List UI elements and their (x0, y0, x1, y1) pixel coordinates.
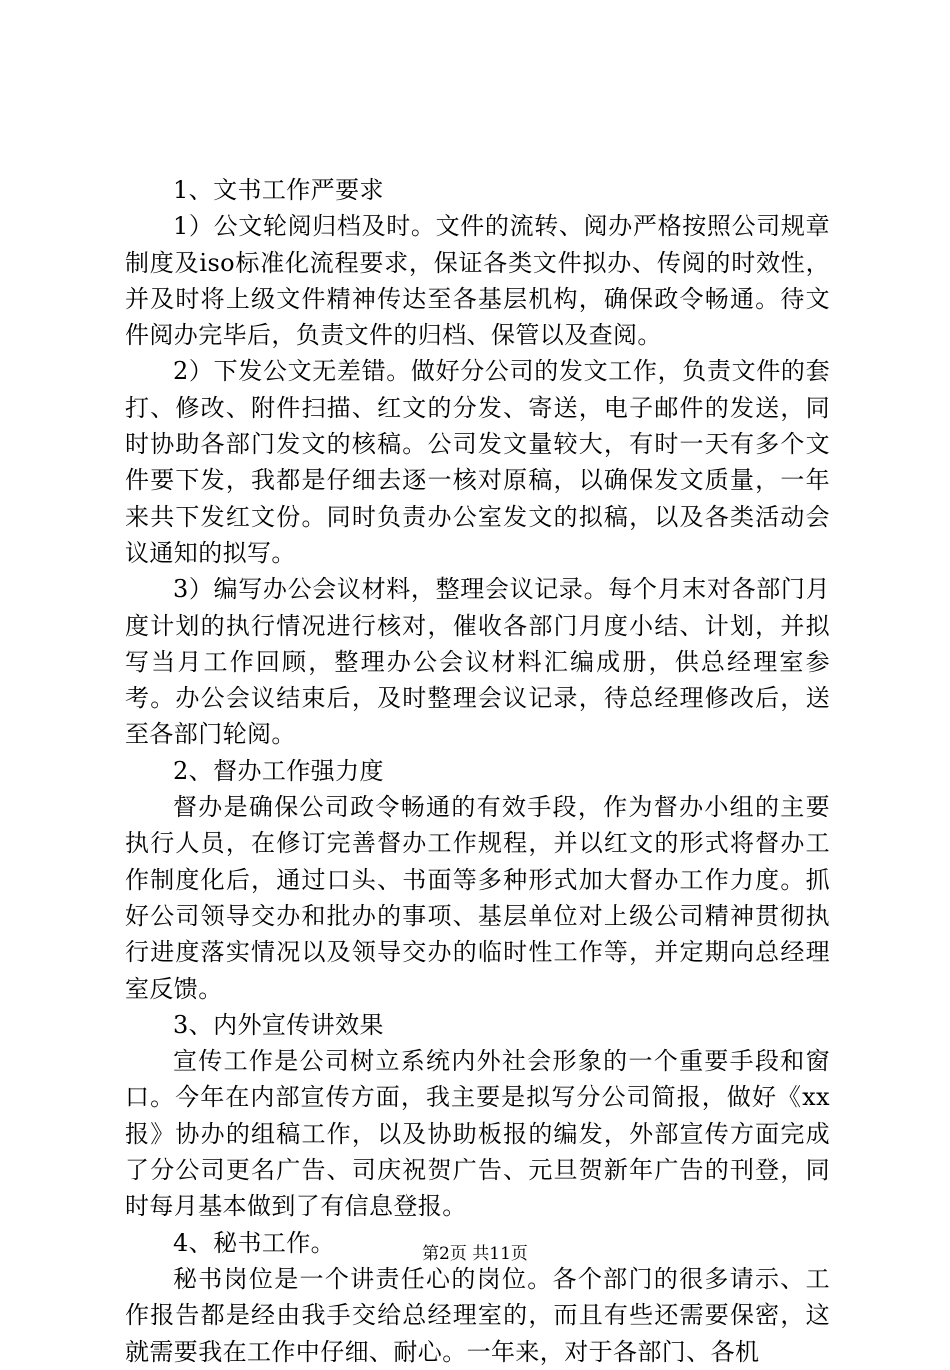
section-heading: 4、秘书工作。 (173, 1228, 336, 1257)
document-body (125, 172, 830, 1370)
page-footer: 第2页 共11页 (422, 1244, 528, 1264)
section-heading: 3、内外宣传讲效果 (173, 1010, 384, 1039)
paragraph: 秘书岗位是一个讲责任心的岗位。各个部门的很多请示、工作报告都是经由我手交给总经理室的，而且有些还需要保密，这就需要我在工作中仔细、耐心。一年来，对于各部门、各机 (125, 1264, 830, 1366)
paragraph: 宣传工作是公司树立系统内外社会形象的一个重要手段和窗口。今年在内部宣传方面，我主要是拟写分公司简报，做好《xx报》协办的组稿工作，以及协助板报的编发，外部宣传方面完成了分公司更名广告、司庆祝贺广告、元旦贺新年广告的刊登，同时每月基本做到了有信息登报。 (125, 1047, 830, 1221)
section-heading: 2、督办工作强力度 (173, 756, 384, 785)
paragraph: 2）下发公文无差错。做好分公司的发文工作，负责文件的套打、修改、附件扫描、红文的分发、寄送，电子邮件的发送，同时协助各部门发文的核稿。公司发文量较大，有时一天有多个文件要下发，我都是仔细去逐一核对原稿，以确保发文质量，一年来共下发红文份。同时负责办公室发文的拟稿，以及各类活动会议通知的拟写。 (125, 357, 830, 567)
paragraph: 3）编写办公会议材料，整理会议记录。每个月末对各部门月度计划的执行情况进行核对，催收各部门月度小结、计划，并拟写当月工作回顾，整理办公会议材料汇编成册，供总经理室参考。办公会议结束后，及时整理会议记录，待总经理修改后，送至各部门轮阅。 (125, 575, 830, 749)
section-heading: 1、文书工作严要求 (173, 176, 384, 204)
paragraph: 1）公文轮阅归档及时。文件的流转、阅办严格按照公司规章制度及iso标准化流程要求，保证各类文件拟办、传阅的时效性，并及时将上级文件精神传达至各基层机构，确保政令畅通。待文件阅办完毕后，负责文件的归档、保管以及查阅。 (125, 212, 830, 350)
paragraph: 督办是确保公司政令畅通的有效手段，作为督办小组的主要执行人员，在修订完善督办工作规程，并以红文的形式将督办工作制度化后，通过口头、书面等多种形式加大督办工作力度。抓好公司领导交办和批办的事项、基层单位对上级公司精神贯彻执行进度落实情况以及领导交办的临时性工作等，并定期向总经理室反馈。 (125, 793, 830, 1003)
